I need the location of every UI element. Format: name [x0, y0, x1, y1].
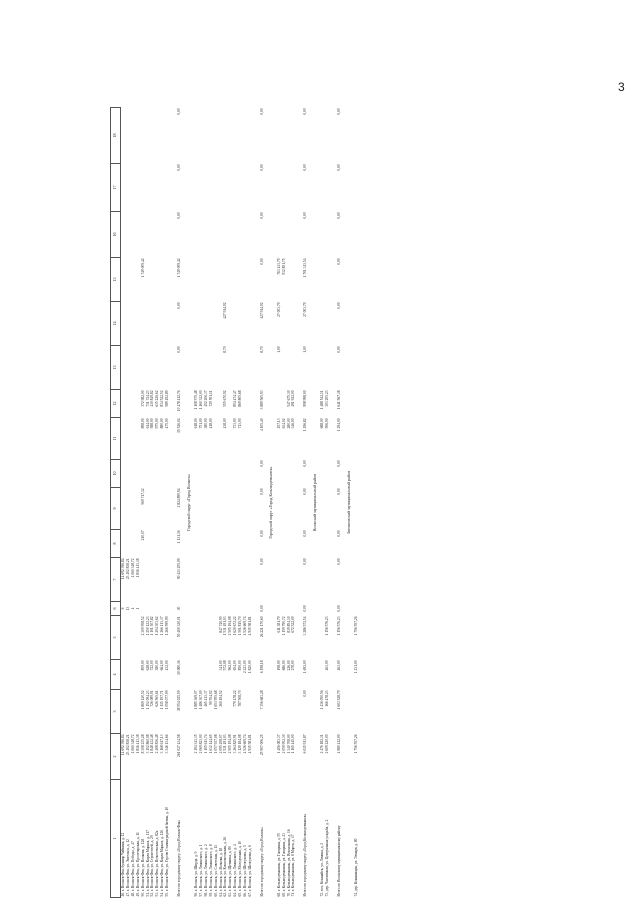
- value-cell: 50 400 320,01: [177, 616, 182, 638]
- value-cell: 1 749 009,42: [140, 258, 145, 278]
- column-number-9: 9: [111, 488, 121, 530]
- value-cell: 341,00: [218, 660, 223, 671]
- value-cell: 1 101 307,82: [150, 616, 155, 636]
- column-number-7: 7: [111, 558, 121, 602]
- value-cell: 1 266 599,99: [165, 616, 170, 636]
- value-cell: 438,00: [223, 418, 228, 429]
- spacer-row: [170, 108, 177, 898]
- value-cell: 0,00: [337, 212, 342, 219]
- value-cell: 0,00: [303, 108, 308, 115]
- value-cell: 1 641 567,38: [337, 390, 342, 410]
- value-cell: 90 413 255,09: [177, 558, 182, 580]
- value-cell: 0,00: [177, 302, 182, 309]
- value-cell: 0,00: [177, 164, 182, 171]
- value-cell: 672 522,00: [291, 616, 296, 633]
- district-heading-row: [344, 108, 354, 898]
- value-cell: 6 015 913,87: [303, 734, 308, 754]
- spacer-cell: [296, 108, 303, 898]
- value-cell: 427 914,92: [223, 302, 228, 319]
- district-heading-row: [184, 108, 194, 898]
- value-cell: 10 478 412,76: [177, 390, 182, 412]
- value-cell: 733,00: [233, 418, 238, 429]
- spacer-cell: [330, 108, 337, 898]
- value-cell: 0,00: [337, 605, 342, 612]
- value-cell: 2 408 836,48: [155, 734, 160, 754]
- value-cell: 6 198,18: [259, 660, 264, 674]
- address-cell: 69. г. Козьмодемьянск, ул. Гагарина, д. 23: [281, 833, 286, 897]
- value-cell: 380,00: [155, 660, 160, 671]
- address-cell: 74. дер. Кокшамары, ул. Элмара, д. 80: [354, 838, 358, 897]
- column-number-15: 15: [111, 258, 121, 302]
- value-cell: 4: [130, 607, 135, 610]
- address-cell: 64. г. Волжск, ул. Ленинского, д. 4: [233, 844, 238, 897]
- value-cell: 1 156 576,23: [337, 616, 342, 636]
- value-cell: 0,00: [337, 488, 342, 495]
- value-cell: 1 531 491,03: [223, 734, 228, 754]
- value-cell: 555 670,92: [223, 390, 228, 407]
- value-cell: 4 060 348,72: [130, 734, 135, 754]
- address-cell: 54. г. Волжск-Фля, ул. Карла Маркса, д. 126: [160, 829, 165, 897]
- value-cell: 0,00: [259, 605, 264, 612]
- value-cell: 628,00: [145, 660, 150, 671]
- column-number-5: 5: [111, 616, 121, 660]
- value-cell: 4 105,40: [259, 418, 264, 432]
- value-cell: 30: [177, 606, 182, 611]
- value-cell: 1 820,00: [247, 660, 252, 674]
- value-cell: 688,00: [320, 418, 325, 429]
- value-cell: 0,00: [337, 558, 342, 565]
- value-cell: [177, 460, 184, 488]
- value-cell: 1 294,00: [337, 418, 342, 432]
- address-cell: 51. г. Волжск-Фля, ул. Карла Маркса, д. 117: [145, 830, 150, 897]
- value-cell: 1 692,00: [303, 660, 308, 674]
- value-cell: 839 854,30: [286, 616, 291, 633]
- value-cell: 0,00: [177, 108, 182, 115]
- value-cell: 751,00: [198, 418, 203, 429]
- value-cell: 1 131,36: [177, 530, 182, 544]
- value-cell: 463,00: [325, 660, 330, 671]
- value-cell: 731 724,23: [145, 390, 150, 407]
- value-cell: 654,00: [233, 660, 238, 671]
- value-cell: 1 406 083,37: [276, 734, 281, 754]
- value-cell: 491 922,00: [291, 390, 296, 407]
- value-cell: 3 264 825,91: [233, 734, 238, 754]
- value-cell: 1 885 369,07: [193, 690, 198, 710]
- value-cell: 0,00: [177, 346, 182, 353]
- value-cell: 0,00: [337, 346, 342, 353]
- value-cell: [354, 558, 359, 602]
- value-cell: 23 402 838,21: [125, 734, 130, 756]
- value-cell: 278,00: [291, 660, 296, 671]
- value-cell: 1 266 113,37: [160, 616, 165, 636]
- address-cell: Итого по городскому округу «Город Козьмодемьянск»: [303, 813, 308, 897]
- value-cell: 2 059 952,30: [281, 734, 286, 754]
- value-cell: 8,70: [223, 346, 228, 353]
- value-cell: 1 816 413,38: [135, 558, 140, 578]
- column-number-8: 8: [111, 530, 121, 558]
- value-cell: 1 816 413,38: [135, 734, 140, 754]
- address-cell: 47. г. Волжск-Фля, ул. Энгельса, д. 12: [125, 839, 130, 897]
- value-cell: 850,00: [238, 660, 243, 671]
- value-cell: 634,02: [281, 418, 286, 429]
- value-cell: 547 675,30: [286, 390, 291, 407]
- value-cell: 686,00: [281, 660, 286, 671]
- address-cell: 66. г. Волжск, ул. Шелгунова, д. 5: [243, 845, 248, 897]
- value-cell: 859,00: [140, 660, 145, 671]
- value-cell: 4 060 348,72: [130, 558, 135, 578]
- value-cell: 834 522,52: [160, 390, 165, 407]
- value-cell: [354, 690, 359, 734]
- value-cell: 1 848 432,48: [150, 734, 155, 754]
- value-cell: 346,00: [291, 418, 296, 429]
- value-cell: 418,00: [208, 418, 213, 429]
- address-cell: 59. г. Волжск, ул. Ленинского, д. 8: [208, 844, 213, 897]
- value-cell: 3 286 572,54: [303, 616, 308, 636]
- address-cell: 56. г. Волжск, ул. Шиpда, д. 9: [193, 851, 198, 897]
- column-number-11: 11: [111, 418, 121, 460]
- value-cell: 1 250 122,23: [145, 616, 150, 636]
- value-cell: 962,00: [228, 660, 233, 671]
- value-cell: 0,00: [337, 258, 342, 265]
- value-cell: 1 204 303,62: [155, 616, 160, 636]
- value-cell: 0,00: [303, 212, 308, 219]
- address-cell: 71. г. Козьмодемьянск, ул. 8 Марта, д. 17: [291, 834, 296, 897]
- value-cell: 932 851,75: [281, 258, 286, 275]
- value-cell: 1 632 144,65: [208, 734, 213, 754]
- value-cell: [354, 460, 359, 488]
- value-cell: [354, 390, 359, 418]
- value-cell: 0,00: [303, 530, 308, 537]
- table-body: [121, 108, 359, 898]
- district-heading-row: [267, 108, 277, 898]
- value-cell: 0,00: [259, 212, 264, 219]
- value-cell: 1 756 557,26: [354, 616, 358, 636]
- value-cell: 722,00: [150, 660, 155, 671]
- value-cell: 3 152 860,08: [145, 734, 150, 754]
- address-cell: 53. г. Волжск-Фля, ул. Вознесенская, д. 82а: [155, 830, 160, 897]
- value-cell: 0,00: [303, 558, 308, 565]
- column-number-12: 12: [111, 390, 121, 418]
- column-number-14: 14: [111, 302, 121, 346]
- value-cell: 1 159 790,72: [281, 616, 286, 636]
- value-cell: 0,00: [303, 690, 308, 697]
- value-cell: 869 805,68: [238, 390, 243, 407]
- value-cell: 618,00: [193, 418, 198, 429]
- value-cell: 27 003,79: [276, 302, 281, 317]
- value-cell: 463,00: [337, 660, 342, 671]
- value-cell: 432,00: [165, 660, 170, 671]
- value-cell: 303 205,23: [325, 390, 330, 407]
- value-cell: 3 168 617,13: [160, 734, 165, 754]
- district-heading: Волжский муниципальный район: [311, 473, 317, 532]
- address-cell: 55. г. Волжск-Фля, ул. Героев Сталинградской битвы, д. 10: [165, 806, 170, 897]
- value-cell: 1 057 937,08: [213, 734, 218, 754]
- total-row: [303, 108, 310, 898]
- value-cell: [354, 164, 359, 212]
- value-cell: 261 027 434,58: [177, 734, 182, 757]
- address-cell: 46. г. Волжск-Фля, бульвар Чайкина, д. 12: [121, 832, 125, 897]
- value-cell: 0,00: [337, 530, 342, 537]
- value-cell: 210,07: [140, 530, 145, 541]
- value-cell: 0,00: [337, 108, 342, 115]
- spacer-cell: [253, 108, 260, 898]
- value-cell: 1 501 815,70: [238, 616, 243, 636]
- value-cell: 1 749 009,42: [177, 258, 182, 278]
- value-cell: 1 436 050,56: [320, 690, 325, 710]
- value-cell: 3 346 134,66: [165, 734, 170, 754]
- value-cell: 1 231,00: [354, 660, 358, 674]
- value-cell: 430 849,82: [150, 390, 155, 407]
- value-cell: 427 914,92: [259, 302, 264, 319]
- district-heading-row: [310, 108, 320, 898]
- value-cell: 380,00: [203, 418, 208, 429]
- value-cell: 1 701 313,54: [303, 258, 308, 278]
- value-cell: 257,13: [276, 418, 281, 429]
- value-cell: 664,00: [160, 660, 165, 671]
- value-cell: 280,00: [286, 418, 291, 429]
- value-cell: 1 653 955,68: [213, 690, 218, 710]
- value-cell: 847 740,90: [218, 616, 223, 633]
- value-cell: 998 998,00: [303, 390, 308, 407]
- value-cell: 226,00: [286, 660, 291, 671]
- value-cell: 0,00: [259, 488, 264, 495]
- value-cell: 2 609 220,00: [325, 734, 330, 754]
- column-number-10: 10: [111, 460, 121, 488]
- value-cell: 779 478,22: [233, 690, 238, 707]
- value-cell: 10 080,36: [177, 660, 182, 675]
- value-cell: 1 531 491,03: [223, 616, 228, 636]
- value-cell: 0,00: [303, 488, 308, 495]
- value-cell: 6: [121, 607, 125, 610]
- value-cell: 1,00: [276, 346, 281, 353]
- value-cell: 975,00: [155, 418, 160, 429]
- value-cell: 0,00: [303, 164, 308, 171]
- spacer-row: [253, 108, 260, 898]
- value-cell: 2 069 823,00: [198, 734, 203, 754]
- value-cell: 0,00: [303, 605, 308, 612]
- budget-table-rotated: [110, 108, 625, 898]
- value-cell: 626 565,61: [155, 690, 160, 707]
- value-cell: [354, 488, 359, 530]
- spacer-cell: [170, 108, 177, 898]
- column-number-17: 17: [111, 164, 121, 212]
- value-cell: 14 692 396,84: [121, 558, 125, 580]
- value-cell: 0,00: [337, 164, 342, 171]
- value-cell: 26 221 170,60: [259, 616, 264, 638]
- value-cell: 38 554 025,59: [177, 690, 182, 712]
- value-cell: [354, 212, 359, 258]
- address-cell: 50. г. Волжск-Фля, ул. Волкова, д. 128: [140, 838, 145, 897]
- value-cell: 465 413,37: [203, 690, 208, 707]
- spacer-row: [296, 108, 303, 898]
- value-cell: 475,00: [165, 418, 170, 429]
- value-cell: 713,00: [238, 418, 243, 429]
- value-cell: 588,00: [150, 418, 155, 429]
- value-cell: 2 300 958,52: [140, 616, 145, 636]
- address-cell: 73. дер. Часовенная, ул. Центральная усадьба, д. 2: [325, 819, 330, 897]
- value-cell: 572,08: [223, 660, 228, 671]
- value-cell: [354, 418, 359, 460]
- budget-table: [110, 107, 359, 898]
- address-cell: Итого по городскому округу «Город Волжск»: [259, 827, 264, 897]
- value-cell: 1 869 120,52: [140, 690, 145, 710]
- value-cell: 729 591,11: [208, 390, 213, 407]
- value-cell: 0,00: [303, 460, 308, 467]
- total-row: [337, 108, 344, 898]
- address-cell: Итого по Волжскому муниципальному району: [337, 825, 342, 897]
- total-row: [177, 108, 184, 898]
- value-cell: 15 526,04: [177, 418, 182, 433]
- address-cell: 48. г. Волжск-Фля, ул. Победы, д. 47: [130, 841, 135, 897]
- value-cell: 23 402 838,21: [125, 558, 130, 580]
- value-cell: 7 356 683,28: [259, 690, 264, 710]
- value-cell: 1 296,82: [303, 418, 308, 432]
- value-cell: 763 433,79: [276, 258, 281, 275]
- value-cell: 1: [135, 607, 140, 610]
- value-cell: 1 156 576,23: [325, 616, 330, 636]
- column-number-16: 16: [111, 212, 121, 258]
- column-number-row: [111, 108, 121, 898]
- value-cell: [354, 302, 359, 346]
- value-cell: 8 308 235,28: [140, 734, 145, 754]
- address-cell: 60. г. Волжск, ул. Советская, д. 11: [213, 845, 218, 897]
- value-cell: 2 476 182,31: [320, 734, 325, 754]
- value-cell: 1 105 613,74: [203, 734, 208, 754]
- value-cell: 2 095 258,07: [218, 734, 223, 754]
- value-cell: 2 505 194,08: [228, 734, 233, 754]
- total-row: [260, 108, 267, 898]
- value-cell: 569 717,32: [140, 488, 145, 505]
- address-cell: 61. г. Волжск, ул. Волкова, д. 18: [218, 847, 223, 897]
- value-cell: 2 824 890,94: [177, 488, 182, 508]
- value-cell: 0,00: [259, 460, 264, 467]
- value-cell: 0,00: [259, 108, 264, 115]
- value-cell: 589 492,89: [165, 390, 170, 407]
- address-cell: 62. г. Волжск, ул. Комсомольская, д. 26: [223, 836, 228, 897]
- spacer-row: [330, 108, 337, 898]
- address-cell: 67. г. Волжск, ул. Шелгунова, д. 6: [247, 845, 252, 897]
- page-number: 3: [618, 80, 625, 94]
- value-cell: 3 889 565,93: [259, 390, 264, 410]
- address-cell: 52. г. Волжск-Фля, ул. Строителей, д. 29: [150, 835, 155, 897]
- value-cell: 1 108 575,48: [193, 390, 198, 410]
- value-cell: 635 226,62: [155, 390, 160, 407]
- value-cell: 880,00: [160, 418, 165, 429]
- column-number-1: 1: [111, 780, 121, 898]
- table-row: [354, 108, 359, 898]
- column-number-13: 13: [111, 346, 121, 390]
- value-cell: 1 488 542,11: [320, 390, 325, 410]
- value-cell: 8,70: [259, 346, 264, 353]
- value-cell: 614,00: [145, 418, 150, 429]
- column-number-4: 4: [111, 660, 121, 690]
- value-cell: 0,00: [177, 212, 182, 219]
- value-cell: 4 526 669,74: [243, 616, 248, 636]
- value-cell: [354, 258, 359, 302]
- address-cell: 49. г. Волжск-Фля, ул. Пролетарская, д. 11: [135, 832, 140, 897]
- value-cell: [354, 530, 359, 558]
- address-cell: 65. г. Волжск, ул. Молодежная, д. 10: [238, 841, 243, 897]
- value-cell: 1 115 197,71: [160, 690, 165, 710]
- district-heading: Городской округ «Город Волжск»: [185, 474, 191, 531]
- value-cell: 0,00: [259, 558, 264, 565]
- value-cell: 1 058 077,09: [165, 690, 170, 710]
- value-cell: 198,00: [276, 660, 281, 671]
- address-cell: 72. пос. Кокшайск, ул. Ленина, д. 2: [320, 842, 325, 897]
- value-cell: 260 494,52: [218, 690, 223, 707]
- value-cell: 2 223,00: [243, 660, 248, 674]
- value-cell: 1 486 307,00: [198, 690, 203, 710]
- value-cell: 90 554,02: [208, 690, 213, 705]
- value-cell: 506,00: [325, 418, 330, 429]
- value-cell: 611 381,79: [276, 616, 281, 633]
- district-heading: Звениговский муниципальный район: [345, 470, 351, 535]
- value-cell: 4 915 581,81: [247, 616, 252, 636]
- address-cell: 68. г. Козьмодемьянск, ул. Гагарина, д. 55: [276, 833, 281, 897]
- value-cell: 1 340 708,00: [286, 734, 291, 754]
- value-cell: 4 980 412,00: [337, 734, 342, 754]
- value-cell: 0,00: [259, 530, 264, 537]
- value-cell: 4 526 669,74: [243, 734, 248, 754]
- column-number-3: 3: [111, 690, 121, 734]
- column-number-6: 6: [111, 602, 121, 616]
- address-cell: 57. г. Волжск, ул. Ленинского, д. 1: [198, 844, 203, 897]
- address-cell: Итого по городскому округу «Город Волжск-Фля»: [177, 819, 182, 897]
- value-cell: [354, 602, 359, 616]
- address-cell: 58. г. Волжск, ул. Ленинского, д. 2: [203, 844, 208, 897]
- column-number-2: 2: [111, 734, 121, 780]
- value-cell: 787 508,70: [238, 690, 243, 707]
- value-cell: 2 194 343,35: [193, 734, 198, 754]
- value-cell: 0,00: [259, 164, 264, 171]
- value-cell: 372 982,00: [140, 390, 145, 407]
- value-cell: 1 756 557,26: [354, 734, 358, 754]
- value-cell: 0,00: [337, 460, 342, 467]
- column-number-18: 18: [111, 108, 121, 164]
- value-cell: 25 907 006,25: [259, 734, 264, 756]
- value-cell: 13: [125, 606, 130, 611]
- value-cell: 166 478,23: [325, 690, 330, 707]
- value-cell: [354, 108, 359, 164]
- value-cell: 0,00: [337, 302, 342, 309]
- value-cell: 1 603 528,79: [337, 690, 342, 710]
- value-cell: 27 003,79: [303, 302, 308, 317]
- value-cell: 1 160 322,00: [198, 390, 203, 410]
- value-cell: 1 620 672,22: [233, 616, 238, 636]
- value-cell: 1 165 445,00: [291, 734, 296, 754]
- value-cell: 4 915 581,81: [247, 734, 252, 754]
- value-cell: 2 505 194,08: [228, 616, 233, 636]
- value-cell: 452 206,37: [203, 390, 208, 407]
- value-cell: 1,00: [303, 346, 308, 353]
- value-cell: 14 692 396,84: [121, 734, 125, 756]
- value-cell: 854 474,47: [233, 390, 238, 407]
- value-cell: 726 089,91: [150, 690, 155, 707]
- value-cell: 3 129 184,08: [238, 734, 243, 754]
- address-cell: 63. г. Волжск, ул. Щепкина, д. 80: [228, 846, 233, 897]
- district-heading: Городской округ «Город Козьмодемьянск»: [268, 466, 274, 539]
- value-cell: 1 152 094,23: [145, 690, 150, 710]
- value-cell: 898,00: [140, 418, 145, 429]
- value-cell: [354, 346, 359, 390]
- value-cell: 0,00: [259, 258, 264, 265]
- address-cell: 70. г. Козьмодемьянск, ул. Вокзальная, д. 16: [286, 829, 291, 897]
